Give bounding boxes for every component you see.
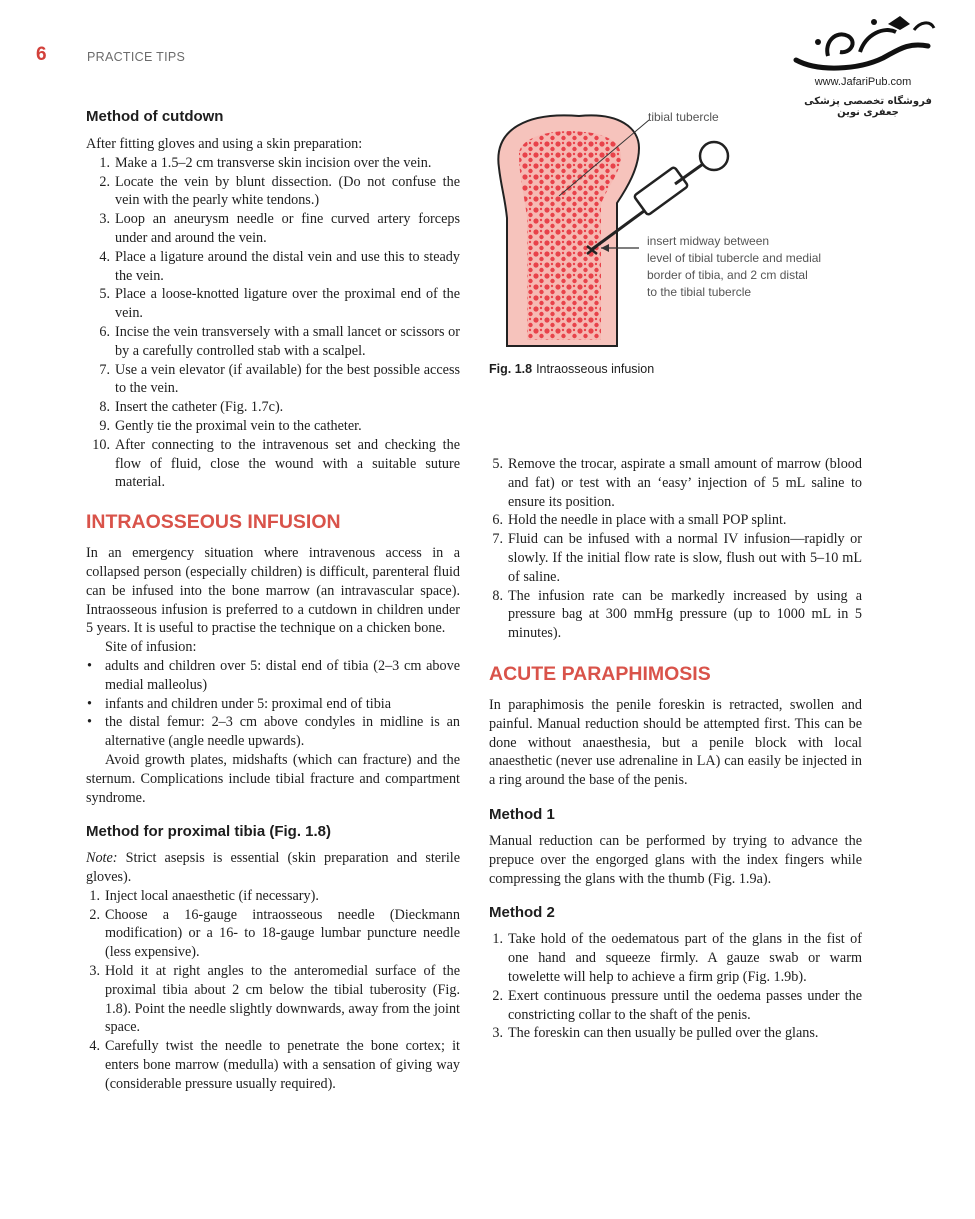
list-item: 7. Use a vein elevator (if available) for the best possible access to the vein.: [99, 361, 460, 397]
figure-caption-text: Intraosseous infusion: [536, 362, 655, 376]
heading-paraphimosis: ACUTE PARAPHIMOSIS: [489, 662, 711, 685]
proximal-tibia-steps: [86, 887, 460, 1094]
list-item: 3. Loop an aneurysm needle or fine curved artery forceps under and around the vein.: [99, 211, 460, 246]
label-insert-line-1: insert midway between: [647, 234, 770, 248]
heading-proximal-tibia: Method for proximal tibia (Fig. 1.8): [86, 823, 332, 841]
figure-intraosseous: [489, 108, 869, 390]
list-item: 6. Hold the needle in place with a small POP splint.: [492, 512, 787, 529]
list-item: 2. Exert continuous pressure until the oedema passes under the constricting collar to the shaft of the penis.: [492, 987, 862, 1023]
list-item: 1. Inject local anaesthetic (if necessary).: [89, 887, 319, 904]
heading-method-1: Method 1: [489, 805, 555, 823]
label-tibial-tubercle: tibial tubercle: [648, 110, 719, 124]
list-item: 4. Carefully twist the needle to penetrate the bone cortex; it enters bone marrow (medulla) with a sensation of giving way (considerable pressure usually required).: [89, 1038, 460, 1092]
list-item: 2. Choose a 16-gauge intraosseous needle (Dieckmann modification) or a 16- to 18-gauge lumbar puncture needle (less expensive).: [89, 906, 460, 961]
figure-caption: [489, 362, 654, 376]
calligraphy-logo-icon: [788, 12, 938, 74]
list-item: 4. Place a ligature around the distal vein and use this to steady the vein.: [99, 248, 460, 284]
list-item: • the distal femur: 2–3 cm above condyles in midline is an alternative (angle needle upwards).: [87, 714, 460, 750]
list-item: 1. Take hold of the oedematous part of the glans in the fist of one hand and squeeze firmly. A gauze swab or warm towelette will help to achieve a firm grip (Fig. 1.9b).: [492, 931, 862, 985]
list-item: 8. Insert the catheter (Fig. 1.7c).: [99, 399, 284, 416]
left-column: [86, 108, 460, 1094]
right-column: [489, 455, 862, 1043]
list-item: 8. The infusion rate can be markedly increased by using a pressure bag at 300 mmHg pressure (up to 1000 mL in 5 minutes).: [492, 587, 862, 642]
tibia-illustration: [489, 108, 869, 358]
site-list: [86, 657, 460, 751]
list-item: 5. Remove the trocar, aspirate a small amount of marrow (blood and fat) or test with an ‘easy’ injection of 5 mL saline to ensure its position.: [492, 456, 862, 510]
publisher-logo: [788, 12, 948, 118]
list-item: 1. Make a 1.5–2 cm transverse skin incision over the vein.: [99, 154, 432, 171]
note-text: Strict asepsis is essential (skin preparation and sterile gloves).: [86, 850, 460, 886]
avoid-paragraph: Avoid growth plates, midshafts (which can fracture) and the sternum. Complications include tibial fracture and compartment syndrome.: [86, 751, 460, 806]
paraphimosis-paragraph: In paraphimosis the penile foreskin is retracted, swollen and painful. Manual reduction should be attempted first. This can be done without anaesthesia, but a penile block with local anaesthetic (never use adrenaline in LA) can easily be injected in a ring around the base of the penis.: [489, 696, 862, 789]
logo-persian-text: فروشگاه تخصصی پزشکی جعفری نوین: [804, 96, 932, 118]
method-1-paragraph: Manual reduction can be performed by trying to advance the prepuce over the engorged glans with the index fingers while compressing the glans with the thumb (Fig. 1.9a).: [489, 832, 862, 887]
list-item: • adults and children over 5: distal end of tibia (2–3 cm above medial malleolus): [87, 657, 460, 693]
heading-cutdown: Method of cutdown: [86, 108, 224, 125]
list-item: 7. Fluid can be infused with a normal IV infusion—rapidly or slowly. If the initial flow rate is slow, flush out with 5–10 mL of saline.: [492, 531, 862, 585]
page-number: 6: [36, 44, 47, 65]
logo-url: www.JafariPub.com: [814, 76, 912, 88]
list-item: 10. After connecting to the intravenous set and checking the flow of fluid, close the wound with a suitable suture material.: [92, 436, 460, 491]
label-insert-line-2: level of tibial tubercle and medial: [647, 251, 822, 265]
heading-method-2: Method 2: [489, 904, 555, 922]
figure-caption-number: Fig. 1.8: [489, 362, 533, 376]
list-item: 6. Incise the vein transversely with a small lancet or scissors or by a carefully controlled stab with a scalpel.: [99, 323, 460, 359]
cutdown-intro: After fitting gloves and using a skin preparation:: [86, 136, 363, 152]
list-item: • infants and children under 5: proximal end of tibia: [87, 695, 392, 712]
cutdown-steps: [86, 154, 460, 492]
list-item: 5. Place a loose-knotted ligature over the proximal end of the vein.: [99, 286, 460, 322]
list-item: 9. Gently tie the proximal vein to the catheter.: [99, 417, 362, 434]
heading-intraosseous: INTRAOSSEOUS INFUSION: [86, 511, 341, 534]
running-title: PRACTICE TIPS: [87, 50, 186, 64]
proximal-tibia-steps-continued: [489, 455, 862, 643]
asepsis-note: [86, 849, 460, 887]
note-label: Note:: [86, 850, 118, 867]
method-2-steps: [489, 930, 862, 1043]
site-label: Site of infusion:: [105, 639, 197, 656]
label-insert-line-4: to the tibial tubercle: [647, 285, 752, 299]
list-item: 3. The foreskin can then usually be pulled over the glans.: [492, 1025, 819, 1042]
list-item: 2. Locate the vein by blunt dissection. (Do not confuse the vein with the pearly white tendons.): [99, 173, 460, 209]
label-insert-line-3: border of tibia, and 2 cm distal: [647, 268, 808, 282]
intraosseous-paragraph: In an emergency situation where intravenous access in a collapsed person (especially children) is difficult, parenteral fluid can be infused into the bone marrow (an intravascular space). Intraosseous infusion is preferred to a cutdown in children under 5 years. It is useful to practise the technique on a chicken bone.: [86, 545, 460, 637]
list-item: 3. Hold it at right angles to the anteromedial surface of the proximal tibia about 2 cm below the tibial tuberosity (Fig. 1.8). Point the needle slightly downwards, away from the joint space.: [89, 963, 460, 1036]
